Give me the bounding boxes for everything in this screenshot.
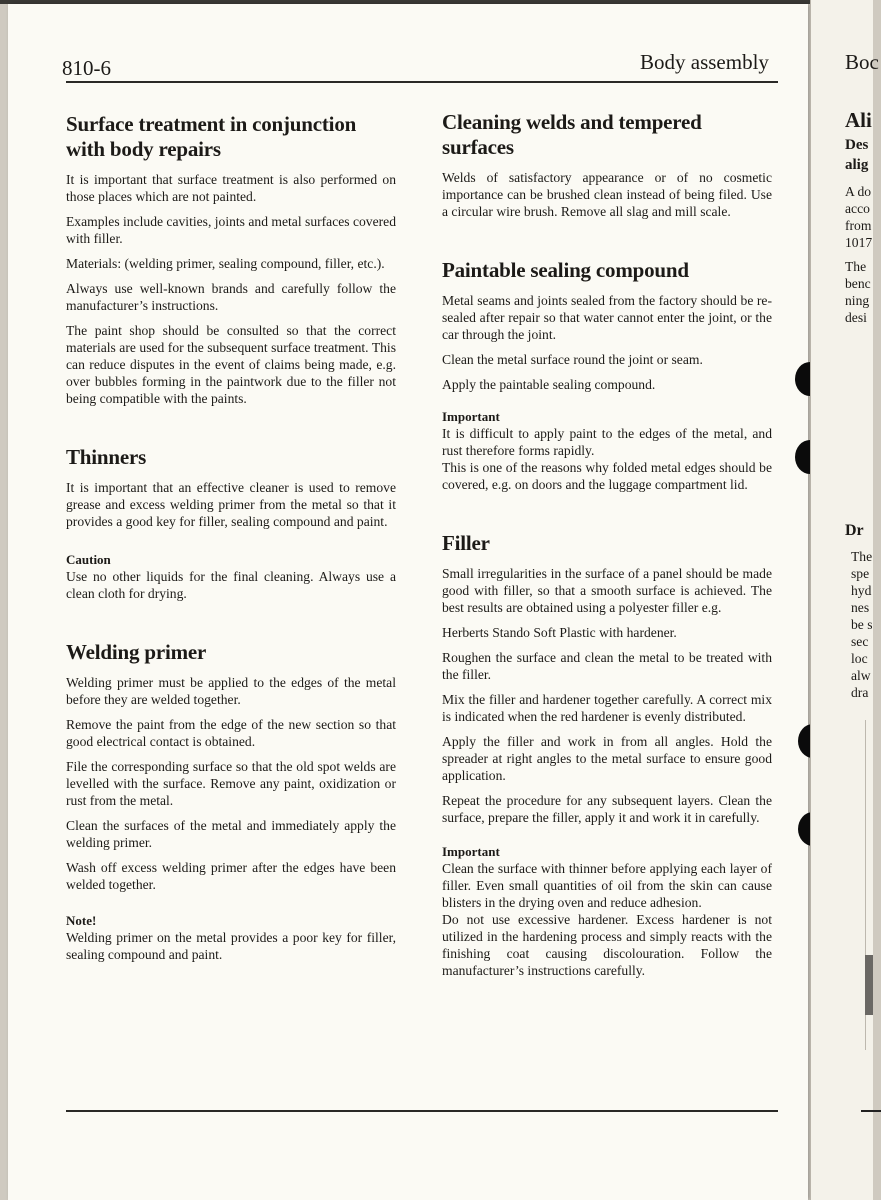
next-page-text: loc [851, 651, 868, 666]
welding-paragraph: Wash off excess welding primer after the edges have been welded together. [66, 860, 396, 892]
filler-heading: Filler [442, 531, 490, 555]
filler-paragraph: Herberts Stando Soft Plastic with hardener. [442, 625, 677, 640]
filler-paragraph: Apply the filler and work in from all angles. Hold the spreader at right angles to the metal surface to ensure good application. [442, 734, 772, 783]
cleaning-welds-heading: Cleaning welds and tempered surfaces [442, 110, 702, 159]
caution-label: Caution [66, 552, 111, 567]
section-filler [442, 531, 772, 979]
welding-paragraph: File the corresponding surface so that the old spot welds are levelled with the surface. Remove any paint, oxidization or rust from the metal. [66, 759, 396, 808]
next-page-text: A do [845, 184, 872, 199]
next-page-text: benc [845, 276, 871, 291]
sealing-paragraph: Apply the paintable sealing compound. [442, 377, 656, 392]
sealing-compound-heading: Paintable sealing compound [442, 258, 689, 282]
surface-paragraph: Always use well-known brands and carefully follow the manufacturer’s instructions. [66, 281, 396, 313]
filler-paragraph: Roughen the surface and clean the metal to be treated with the filler. [442, 650, 772, 682]
section-surface-treatment [66, 112, 396, 407]
section-sealing-compound [442, 258, 772, 493]
next-page-text: from [845, 218, 872, 233]
next-page-heading: Ali [845, 108, 872, 132]
next-page-text: be s [851, 617, 873, 632]
next-page-text: hyd [851, 583, 872, 598]
welding-paragraph: Remove the paint from the edge of the new section so that good electrical contact is obtained. [66, 717, 396, 749]
section-thinners [66, 445, 396, 602]
header-divider [66, 81, 778, 83]
next-page-text: acco [845, 201, 870, 216]
footer-divider [66, 1110, 778, 1112]
section-cleaning-welds [442, 110, 772, 220]
note-text: Welding primer on the metal provides a poor key for filler, sealing compound and paint. [66, 930, 396, 962]
next-page-text: The [845, 259, 867, 274]
next-page-text: ning [845, 293, 870, 308]
note-label: Note! [66, 913, 97, 928]
next-page-text: The [851, 549, 873, 564]
sealing-paragraph: Clean the metal surface round the joint or seam. [442, 352, 703, 367]
next-page-edge [810, 0, 879, 1200]
welding-primer-heading: Welding primer [66, 640, 207, 664]
next-page-text: sec [851, 634, 869, 649]
surface-paragraph: Materials: (welding primer, sealing compound, filler, etc.). [66, 256, 385, 271]
next-page-text: spe [851, 566, 870, 581]
filler-paragraph: Small irregularities in the surface of a panel should be made good with filler, so that a smooth surface is achieved. The best results are obtained using a polyester filler e.g. [442, 566, 772, 615]
welding-paragraph: Clean the surfaces of the metal and immediately apply the welding primer. [66, 818, 396, 850]
surface-paragraph: The paint shop should be consulted so that the correct materials are used for the subsequent surface treatment. This can reduce disputes in the event of claims being made, e.g. over bubbles forming in the paintwork due to the filler not being compatible with the paints. [66, 323, 396, 406]
filler-important-text: Do not use excessive hardener. Excess hardener is not utilized in the hardening process and simply reacts with the finishing coat causing discolouration. Follow the manufacturer’s instructions carefully. [442, 912, 772, 978]
next-page-text: dra [851, 685, 869, 700]
surface-paragraph: It is important that surface treatment is also performed on those places which are not painted. [66, 172, 396, 204]
section-title: Body assembly [640, 50, 769, 74]
thinners-paragraph: It is important that an effective cleaner is used to remove grease and excess welding primer from the metal so that it provides a good key for filler, sealing compound and paint. [66, 480, 396, 529]
filler-important-label: Important [442, 844, 500, 859]
right-column [442, 110, 772, 987]
cleaning-paragraph: Welds of satisfactory appearance or of no cosmetic importance can be brushed clean instead of being filed. Use a circular wire brush. Remove all slag and mill scale. [442, 170, 772, 219]
next-page-text: nes [851, 600, 870, 615]
sealing-important-text: This is one of the reasons why folded metal edges should be covered, e.g. on doors and the luggage compartment lid. [442, 460, 772, 492]
next-page-subheading: alig [845, 157, 869, 173]
left-column [66, 112, 396, 971]
next-page-subheading: Des [845, 137, 869, 153]
next-page-text: 1017 [845, 235, 873, 250]
next-page-text: desi [845, 310, 867, 325]
sealing-important-text: It is difficult to apply paint to the edges of the metal, and rust therefore forms rapidly. [442, 426, 772, 458]
filler-important-text: Clean the surface with thinner before applying each layer of filler. Even small quantities of oil from the skin can cause blisters in the drying oven and reduce adhesion. [442, 861, 772, 910]
caution-text: Use no other liquids for the final cleaning. Always use a clean cloth for drying. [66, 569, 396, 601]
surface-treatment-heading: Surface treatment in conjunction with body repairs [66, 112, 357, 161]
filler-paragraph: Repeat the procedure for any subsequent layers. Clean the surface, prepare the filler, apply it and work it in carefully. [442, 793, 772, 825]
sealing-paragraph: Metal seams and joints sealed from the factory should be re-sealed after repair so that water cannot enter the joint, or the car through the joint. [442, 293, 772, 342]
next-page-illustration-fragment [865, 955, 873, 1015]
section-welding-primer [66, 640, 396, 963]
sealing-important-label: Important [442, 409, 500, 424]
welding-paragraph: Welding primer must be applied to the edges of the metal before they are welded together. [66, 675, 396, 707]
filler-paragraph: Mix the filler and hardener together carefully. A correct mix is indicated when the red hardener is evenly distributed. [442, 692, 772, 724]
next-page-header: Boc [845, 50, 879, 74]
surface-paragraph: Examples include cavities, joints and metal surfaces covered with filler. [66, 214, 396, 246]
next-page-heading: Dr [845, 522, 864, 539]
page-number: 810-6 [62, 56, 111, 80]
thinners-heading: Thinners [66, 445, 147, 469]
next-page-footer-rule [861, 1110, 881, 1112]
next-page-text: alw [851, 668, 871, 683]
